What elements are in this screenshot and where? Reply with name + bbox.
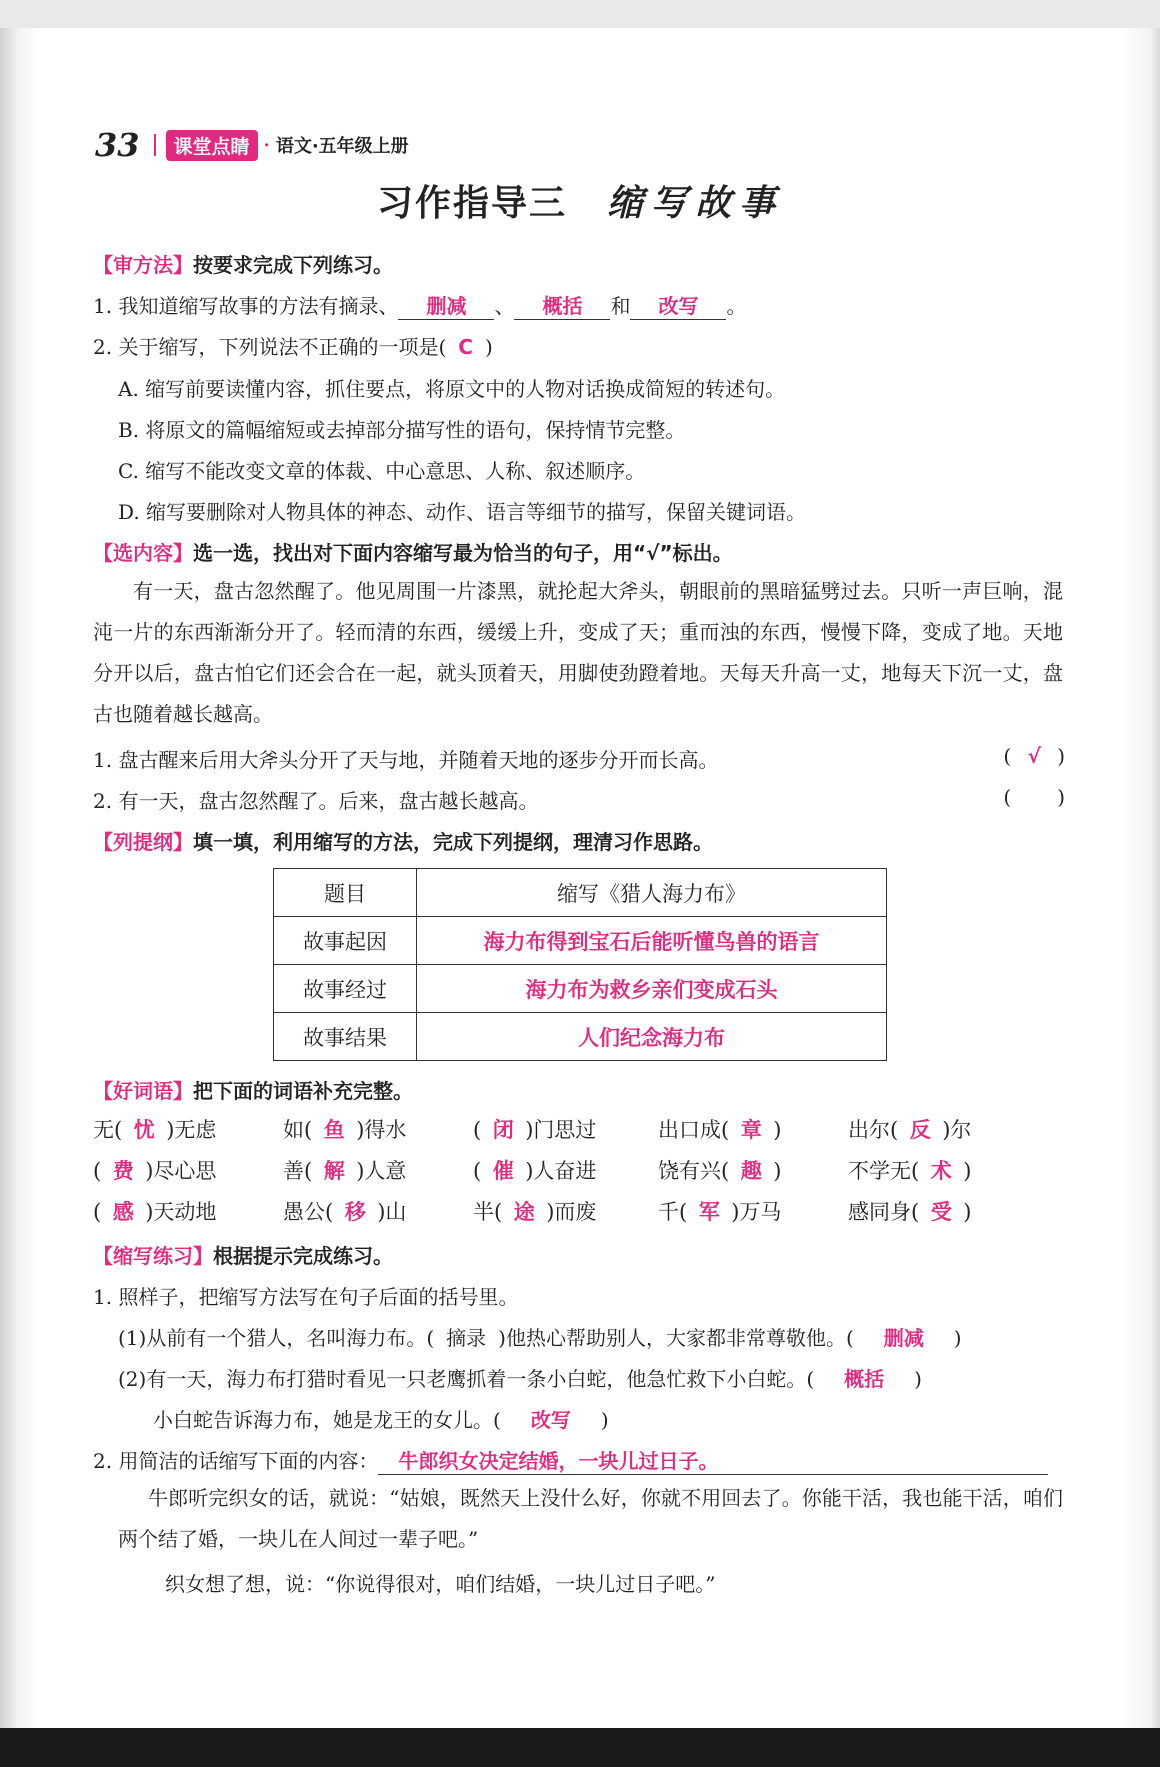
answer-choice: C	[458, 335, 473, 359]
header-divider	[154, 134, 156, 156]
idiom-text: 半(	[473, 1200, 503, 1224]
table-answer: 海力布得到宝石后能听懂鸟兽的语言	[417, 917, 887, 965]
separator: 和	[610, 294, 631, 318]
section-instruction: 选一选，找出对下面内容缩写最为恰当的句子，用“√”标出。	[193, 541, 733, 565]
check-mark: √	[1027, 744, 1041, 768]
table-value: 缩写《猎人海力布》	[417, 869, 887, 917]
table-label: 故事结果	[274, 1013, 417, 1061]
idiom-text: )	[963, 1159, 972, 1183]
idiom-text: )人奋进	[525, 1159, 597, 1183]
answer-blank: 删减	[398, 290, 494, 320]
idiom-item	[473, 1196, 596, 1226]
idiom-text: )	[773, 1118, 782, 1142]
sentence-text: )他热心帮助别人，大家都非常尊敬他。(	[498, 1326, 854, 1350]
idiom-item	[473, 1155, 596, 1185]
section-tag: 【列提纲】	[93, 830, 193, 854]
idiom-answer: 感	[112, 1200, 134, 1224]
table-row	[274, 965, 887, 1013]
section-outline	[93, 826, 713, 855]
sentence-1	[118, 1322, 962, 1351]
idiom-answer: 章	[740, 1118, 762, 1142]
idiom-text: 愚公(	[283, 1200, 334, 1224]
paren: )	[953, 1326, 962, 1350]
sentence-text: 小白蛇告诉海力布，她是龙王的女儿。(	[153, 1408, 501, 1432]
idiom-item	[848, 1114, 971, 1144]
idiom-answer: 术	[930, 1159, 952, 1183]
option-d: D. 缩写要删除对人物具体的神态、动作、语言等细节的描写，保留关键词语。	[118, 500, 807, 524]
passage-zhinu: 织女想了想，说：“你说得很对，咱们结婚，一块儿过日子吧。”	[165, 1572, 716, 1596]
section-instruction: 根据提示完成练习。	[213, 1244, 393, 1268]
passage-niulang: 牛郎听完织女的话，就说：“姑娘，既然天上没什么好，你就不用回去了。你能干活，我也能干活，咱们两个结了婚，一块儿在人间过一辈子吧。”	[118, 1486, 1063, 1551]
question-text: 2. 关于缩写，下列说法不正确的一项是(	[93, 335, 447, 359]
section-tag: 【选内容】	[93, 541, 193, 565]
idiom-item	[658, 1114, 781, 1144]
section-instruction: 按要求完成下列练习。	[193, 253, 393, 277]
section-instruction: 把下面的词语补充完整。	[193, 1079, 413, 1103]
outline-table	[273, 868, 887, 1061]
title-main: 习作指导三	[376, 183, 567, 224]
section-method	[93, 249, 393, 278]
idiom-item	[283, 1155, 406, 1185]
idiom-text: )门思过	[525, 1118, 597, 1142]
page-header	[95, 126, 409, 164]
sentence-text: (2)有一天，海力布打猎时看见一只老鹰抓着一条小白蛇，他急忙救下小白蛇。(	[118, 1367, 815, 1391]
option-a: A. 缩写前要读懂内容，抓住要点，将原文中的人物对话换成简短的转述句。	[118, 377, 786, 401]
section-words	[93, 1075, 413, 1104]
idiom-item	[848, 1155, 971, 1185]
idiom-text: )得水	[356, 1118, 407, 1142]
idiom-text: )尔	[942, 1118, 972, 1142]
idiom-answer: 军	[698, 1200, 720, 1224]
separator: 、	[494, 294, 515, 318]
section-tag: 【缩写练习】	[93, 1244, 213, 1268]
idiom-text: )尽心思	[145, 1159, 217, 1183]
idiom-text: )无虑	[166, 1118, 217, 1142]
practice-q2	[93, 1445, 1048, 1475]
answer-fill: 概括	[844, 1367, 885, 1391]
table-answer: 人们纪念海力布	[417, 1013, 887, 1061]
subject-label: 语文·五年级上册	[275, 136, 409, 157]
idiom-item	[848, 1196, 971, 1226]
idiom-grid	[93, 1114, 1063, 1244]
idiom-item	[473, 1114, 596, 1144]
idiom-answer: 催	[492, 1159, 514, 1183]
sentence-2	[118, 1363, 922, 1392]
question-1	[93, 290, 746, 320]
sentence-3	[153, 1404, 609, 1433]
idiom-text: )人意	[356, 1159, 407, 1183]
idiom-answer: 费	[112, 1159, 134, 1183]
idiom-text: (	[473, 1118, 482, 1142]
section-tag: 【好词语】	[93, 1079, 193, 1103]
idiom-item	[658, 1155, 781, 1185]
option-c: C. 缩写不能改变文章的体裁、中心意思、人称、叙述顺序。	[118, 459, 646, 483]
idiom-item	[93, 1196, 216, 1226]
idiom-item	[93, 1114, 216, 1144]
idiom-text: 感同身(	[848, 1200, 920, 1224]
idiom-text: (	[93, 1200, 102, 1224]
paren: )	[484, 335, 493, 359]
idiom-text: 千(	[658, 1200, 688, 1224]
paren: )	[914, 1367, 922, 1391]
option-b: B. 将原文的篇幅缩短或去掉部分描写性的语句，保持情节完整。	[118, 418, 686, 442]
idiom-answer: 鱼	[323, 1118, 345, 1142]
section-tag: 【审方法】	[93, 253, 193, 277]
table-answer: 海力布为救乡亲们变成石头	[417, 965, 887, 1013]
header-dot: ·	[263, 134, 270, 156]
idiom-answer: 解	[323, 1159, 345, 1183]
idiom-text: )万马	[731, 1200, 782, 1224]
answer-line: 牛郎织女决定结婚，一块儿过日子。	[378, 1445, 1048, 1475]
idiom-item	[283, 1196, 406, 1226]
practice-q1: 1. 照样子，把缩写方法写在句子后面的括号里。	[93, 1285, 519, 1309]
table-row	[274, 917, 887, 965]
table-row	[274, 869, 887, 917]
table-label: 题目	[274, 869, 417, 917]
idiom-answer: 趣	[740, 1159, 762, 1183]
idiom-answer: 受	[930, 1200, 952, 1224]
section-instruction: 填一填，利用缩写的方法，完成下列提纲，理清习作思路。	[193, 830, 713, 854]
idiom-text: )	[773, 1159, 782, 1183]
question-text: 2. 用简洁的话缩写下面的内容：	[93, 1449, 379, 1473]
question-2	[93, 331, 493, 360]
idiom-text: )而废	[546, 1200, 597, 1224]
choice-mark: ( √ )	[1003, 744, 1065, 768]
idiom-text: )	[963, 1200, 972, 1224]
bottom-edge	[0, 1728, 1160, 1767]
answer-fill: 删减	[883, 1326, 924, 1350]
choice-mark: ( )	[1003, 785, 1065, 809]
page-number: 33	[95, 126, 140, 164]
idiom-answer: 反	[909, 1118, 931, 1142]
answer-fill: 改写	[530, 1408, 571, 1432]
table-label: 故事经过	[274, 965, 417, 1013]
question-text: 1. 我知道缩写故事的方法有摘录、	[93, 294, 399, 318]
choice-item: 1. 盘古醒来后用大斧头分开了天与地，并随着天地的逐步分开而长高。	[93, 748, 719, 772]
table-label: 故事起因	[274, 917, 417, 965]
table-row	[274, 1013, 887, 1061]
idiom-text: (	[473, 1159, 482, 1183]
idiom-answer: 途	[513, 1200, 535, 1224]
sentence-text: (1)从前有一个猎人，名叫海力布。(	[118, 1326, 435, 1350]
idiom-item	[658, 1196, 781, 1226]
idiom-text: (	[93, 1159, 102, 1183]
idiom-answer: 移	[344, 1200, 366, 1224]
idiom-text: 出尔(	[848, 1118, 899, 1142]
idiom-answer: 闭	[492, 1118, 514, 1142]
title-sub: 缩写故事	[607, 182, 784, 224]
idiom-text: 饶有兴(	[658, 1159, 730, 1183]
separator: 。	[726, 294, 747, 318]
idiom-text: 不学无(	[848, 1159, 920, 1183]
paren: )	[600, 1408, 609, 1432]
answer-blank: 概括	[514, 290, 610, 320]
example-answer: 摘录	[446, 1326, 487, 1350]
page-title	[0, 175, 1160, 226]
idiom-text: 出口成(	[658, 1118, 730, 1142]
idiom-text: 善(	[283, 1159, 313, 1183]
idiom-text: )天动地	[145, 1200, 217, 1224]
idiom-item	[93, 1155, 216, 1185]
idiom-text: 如(	[283, 1118, 313, 1142]
choice-item: 2. 有一天，盘古忽然醒了。后来，盘古越长越高。	[93, 789, 539, 813]
section-practice	[93, 1240, 393, 1269]
idiom-answer: 忧	[133, 1118, 155, 1142]
section-content	[93, 537, 733, 566]
passage-pangu: 有一天，盘古忽然醒了。他见周围一片漆黑，就抡起大斧头，朝眼前的黑暗猛劈过去。只听一声巨响，混沌一片的东西渐渐分开了。轻而清的东西，缓缓上升，变成了天；重而浊的东西，慢慢下降，变成了地。天地分开以后，盘古怕它们还会合在一起，就头顶着天，用脚使劲蹬着地。天每天升高一丈，地每天下沉一丈，盘古也随着越长越高。	[93, 579, 1063, 726]
idiom-item	[283, 1114, 406, 1144]
brand-badge: 课堂点睛	[166, 130, 258, 161]
answer-blank: 改写	[630, 290, 726, 320]
idiom-text: )山	[377, 1200, 407, 1224]
idiom-text: 无(	[93, 1118, 123, 1142]
